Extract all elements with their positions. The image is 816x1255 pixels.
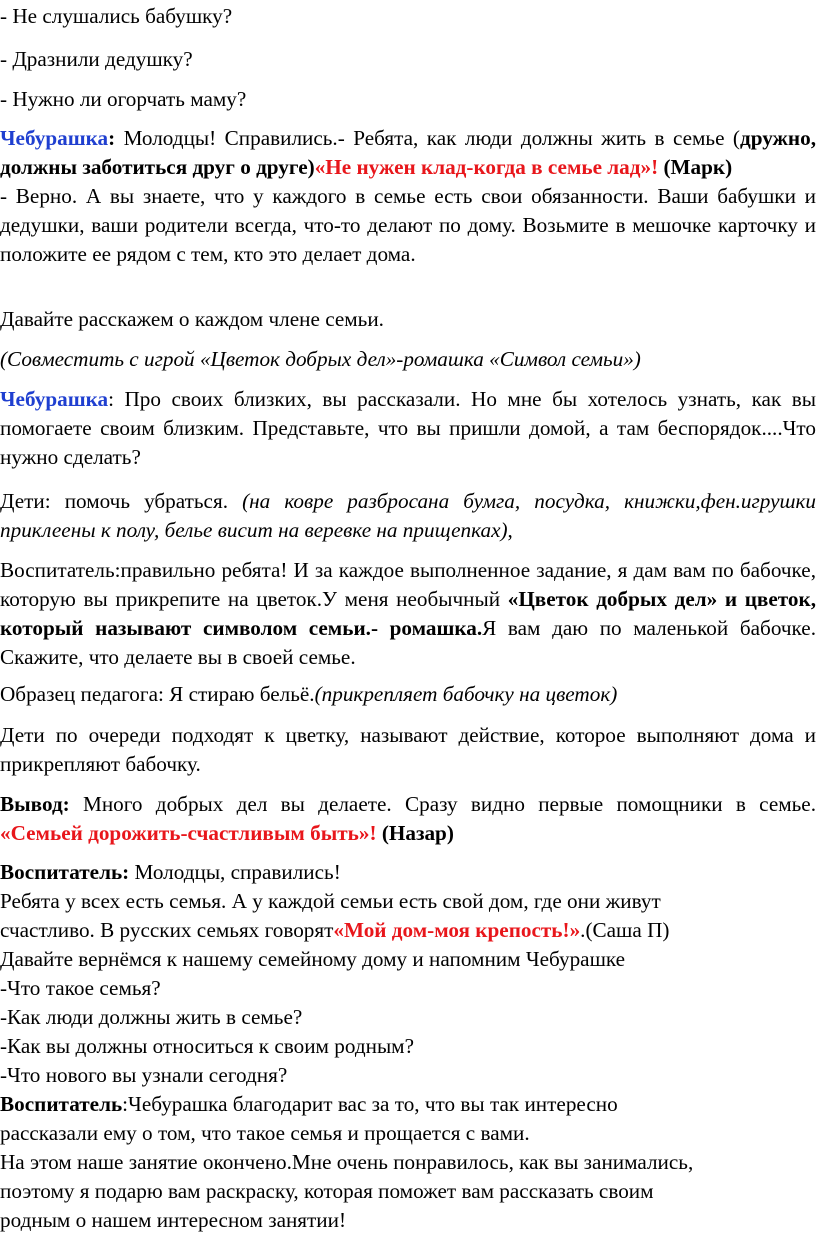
paragraph-text: : Про своих близких, вы рассказали. Но мне бы хотелось узнать, как вы помогаете своим близким. Представьте, что вы пришли домой, а там беспорядок....Что нужно сделать? xyxy=(0,387,816,469)
teacher-flower-paragraph xyxy=(0,556,816,672)
children-answer-paragraph xyxy=(0,487,816,545)
paragraph-text: Молодцы! Справились.- Ребята, как люди должны жить в семье ( xyxy=(115,126,740,150)
question-what-is-family: -Что такое семья? xyxy=(0,976,161,1000)
child-name: (Назар) xyxy=(376,821,454,845)
paragraph-text: Дети: помочь убраться. xyxy=(0,489,243,513)
stage-direction-text: (прикрепляет бабочку на цветок) xyxy=(314,682,618,706)
question-what-new: -Что нового вы узнали сегодня? xyxy=(0,1063,288,1087)
proverb-text: «Не нужен клад-когда в семье лад»! xyxy=(314,155,659,179)
final-line-9 xyxy=(0,1090,816,1119)
conclusion-paragraph xyxy=(0,790,816,848)
paragraph-text-2: Я вам даю по маленькой бабочке. Скажите, что делаете вы в своей семье. xyxy=(0,616,816,669)
teacher-label: Воспитатель: xyxy=(0,860,130,884)
final-line-13: родным о нашем интересном занятии! xyxy=(0,1208,347,1232)
question-how-live: -Как люди должны жить в семье? xyxy=(0,1005,303,1029)
final-line-10: рассказали ему о том, что такое семья и прощается с вами. xyxy=(0,1121,530,1145)
final-line-4: Давайте вернёмся к нашему семейному дому и напомним Чебурашке xyxy=(0,947,626,971)
final-line-12: поэтому я подарю вам раскраску, которая поможет вам рассказать своим xyxy=(0,1179,654,1203)
speaker-cheburashka: Чебурашка xyxy=(0,387,109,411)
paragraph-tail: , xyxy=(507,518,513,542)
game-instruction-paragraph: (Совместить с игрой «Цветок добрых дел»-ромашка «Символ семьи») xyxy=(0,347,641,371)
flower-name-text: «Цветок добрых дел» и цветок, который называют символом семьи.- ромашка. xyxy=(0,587,816,640)
cheburashka-praise-paragraph xyxy=(0,124,816,269)
stage-direction-text: (на ковре разбросана бумга, посудка, книжки,фен.игрушки приклеены к полу, белье висит на веревке на прищепках) xyxy=(0,489,816,542)
final-line-11: На этом наше занятие окончено.Мне очень понравилось, как вы занимались, xyxy=(0,1150,694,1174)
cheburashka-help-paragraph xyxy=(0,385,816,472)
question-grandpa: - Дразнили дедушку? xyxy=(0,47,193,71)
paragraph-text: Образец педагога: Я стираю бельё. xyxy=(0,682,315,706)
conclusion-label: Вывод: xyxy=(0,792,70,816)
line-text: Молодцы, справились! xyxy=(129,860,341,884)
teacher-label: Воспитатель xyxy=(0,1092,123,1116)
line-text: :Чебурашка благодарит вас за то, что вы так интересно xyxy=(122,1092,618,1116)
children-butterfly-paragraph: Дети по очереди подходят к цветку, называют действие, которое выполняют дома и прикрепляют бабочку. xyxy=(0,723,816,776)
duties-text: - Верно. А вы знаете, что у каждого в семье есть свои обязанности. Ваши бабушки и дедушки, ваши родители всегда, что-то делают по дому. Возьмите в мешочке карточку и положите ее рядом с тем, кто это делает дома. xyxy=(0,184,816,266)
tell-about-family-paragraph: Давайте расскажем о каждом члене семьи. xyxy=(0,307,384,331)
teacher-final-block xyxy=(0,858,816,1235)
question-mom: - Нужно ли огорчать маму? xyxy=(0,87,247,111)
paragraph-text: Много добрых дел вы делаете. Сразу видно первые помощники в семье. xyxy=(69,792,816,816)
teacher-example-paragraph xyxy=(0,680,816,709)
final-line-1 xyxy=(0,858,816,887)
line-text: счастливо. В русских семьях говорят xyxy=(0,918,334,942)
emphasis-text: дружно, должны заботиться друг о друге) xyxy=(0,126,816,179)
question-grandma: - Не слушались бабушку? xyxy=(0,4,233,28)
speaker-cheburashka: Чебурашка xyxy=(0,126,109,150)
final-line-3 xyxy=(0,916,816,945)
question-treat-relatives: -Как вы должны относиться к своим родным? xyxy=(0,1034,414,1058)
proverb-text: «Семьей дорожить-счастливым быть»! xyxy=(0,821,377,845)
child-name: (Марк) xyxy=(658,155,733,179)
final-line-2: Ребята у всех есть семья. А у каждой семьи есть свой дом, где они живут xyxy=(0,889,661,913)
speaker-colon: : xyxy=(108,126,116,150)
proverb-text: «Мой дом-моя крепость!» xyxy=(333,918,581,942)
paragraph-text: Воспитатель:правильно ребята! И за каждое выполненное задание, я дам вам по бабочке, которую вы прикрепите на цветок.У меня необычный xyxy=(0,558,816,611)
child-name: .(Саша П) xyxy=(580,918,670,942)
